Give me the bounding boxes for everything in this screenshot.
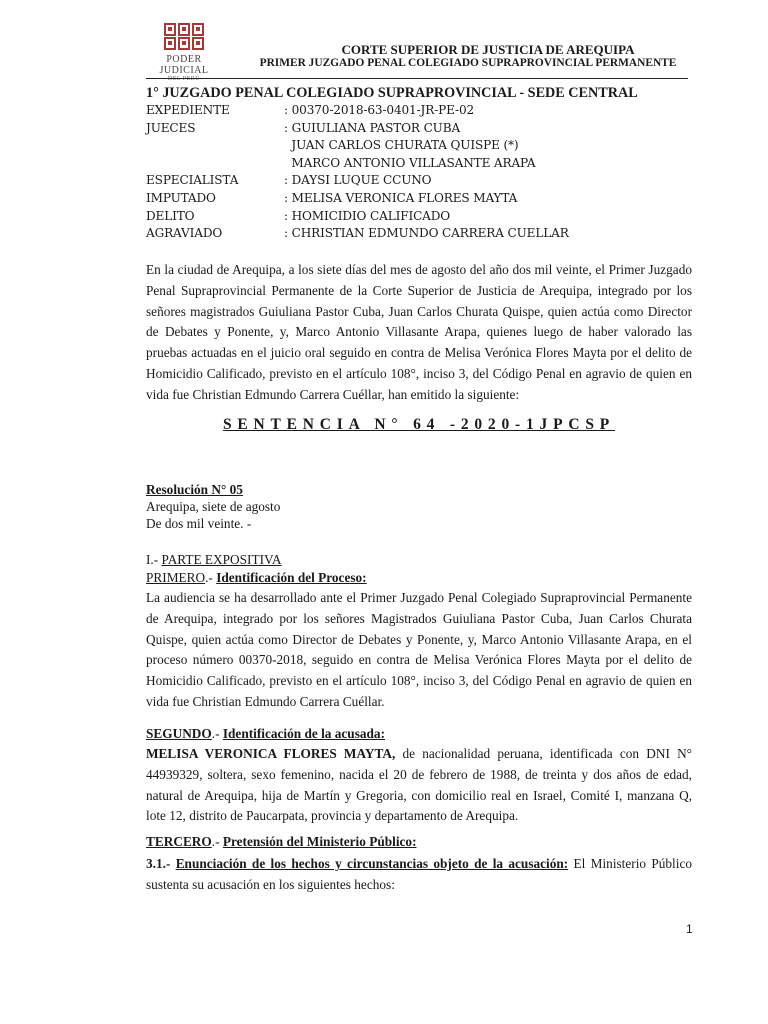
section-prefix: I.- [146,552,162,567]
case-info-row [146,172,569,190]
case-info-value: JUAN CARLOS CHURATA QUISPE (*) [284,138,519,153]
logo-subtext: DEL PERÚ [167,76,201,82]
tercero-sep: .- [211,834,223,849]
case-info-value: : MELISA VERONICA FLORES MAYTA [284,190,518,205]
section-heading [146,552,282,568]
resolution-number: Resolución N° 05 [146,482,243,497]
case-info-value: : HOMICIDIO CALIFICADO [284,208,451,223]
case-info-value: MARCO ANTONIO VILLASANTE ARAPA [284,155,536,170]
resolution-place-date: Arequipa, siete de agosto [146,499,281,514]
primero-paragraph [146,588,692,713]
case-info-label: AGRAVIADO [146,226,223,241]
poder-judicial-emblem-icon [162,22,206,52]
case-info-label: DELITO [146,208,195,223]
logo-text: PODER JUDICIAL [159,54,209,76]
segundo-sep: .- [211,726,223,741]
header-court-division: PRIMER JUZGADO PENAL COLEGIADO SUPRAPROVINCIAL PERMANENTE [259,57,677,69]
case-info-value: : CHRISTIAN EDMUNDO CARRERA CUELLAR [284,226,569,241]
intro-paragraph [146,260,692,406]
item31-paragraph [146,854,692,896]
segundo-text: de nacionalidad peruana, identificada con DNI N° 44939329, soltera, sexo femenino, nacida el 20 de febrero de 1988, de treinta y dos años de edad, natural de Arequipa, hija de Martín y Gregoria, con domicilio real en Israel, Comité I, manzana Q, lote 12, distrito de Paucarpata, provincia y departamento de Arequipa. [146,746,692,824]
tercero-title: Pretensión del Ministerio Público: [222,834,417,849]
tercero-heading [146,834,417,850]
page-number: 1 [686,922,693,936]
case-info-row [146,208,569,226]
case-info-label: EXPEDIENTE [146,103,230,117]
case-info-value: : GUIULIANA PASTOR CUBA [284,120,461,135]
section-title: PARTE EXPOSITIVA [161,552,282,567]
segundo-label: SEGUNDO [146,726,212,741]
segundo-name: MELISA VERONICA FLORES MAYTA, [146,746,396,761]
case-info-row [146,225,569,243]
sentence-title: SENTENCIA N° 64 -2020-1JPCSP [222,416,616,433]
case-info-label: ESPECIALISTA [146,173,239,188]
case-info-row [146,190,569,208]
case-info-label: JUECES [146,120,196,135]
item31-number: 3.1.- [146,856,171,871]
item31-title: Enunciación de los hechos y circunstancias objeto de la acusación: [175,856,569,871]
header-court-name: CORTE SUPERIOR DE JUSTICIA DE AREQUIPA [341,42,635,57]
primero-title: Identificación del Proceso: [216,570,367,585]
case-info-label: IMPUTADO [146,190,216,205]
poder-judicial-logo [148,22,220,82]
case-info [146,102,569,243]
primero-text: La audiencia se ha desarrollado ante el Primer Juzgado Penal Colegiado Supraprovincial Permanente de Arequipa, integrado por los señores Magistrados Guiuliana Pastor Cuba, Juan Carlos Churata Quispe, quien actúa como Director de Debates y Ponente, y, Marco Antonio Villasante Arapa, en el proceso número 00370-2018, seguido en contra de Melisa Verónica Flores Mayta por el delito de Homicidio Calificado, previsto en el artículo 108°, inciso 3, del Código Penal en agravio de quien en vida fue Christian Edmundo Carrera Cuéllar. [146,590,692,709]
segundo-paragraph [146,744,692,827]
resolution-year: De dos mil veinte. - [146,516,252,531]
primero-heading [146,570,367,586]
intro-text: En la ciudad de Arequipa, a los siete días del mes de agosto del año dos mil veinte, el Primer Juzgado Penal Supraprovincial Permanente de la Corte Superior de Justicia de Arequipa, integrado por los señores magistrados Guiuliana Pastor Cuba, Juan Carlos Churata Quispe, quien actúa como Director de Debates y Ponente, y, Marco Antonio Villasante Arapa, quienes luego de haber valorado las pruebas actuadas en el juicio oral seguido en contra de Melisa Verónica Flores Mayta por el delito de Homicidio Calificado, previsto en el artículo 108°, inciso 3, del Código Penal en agravio de quien en vida fue Christian Edmundo Carrera Cuéllar, han emitido la siguiente: [146,262,692,402]
court-title: 1° JUZGADO PENAL COLEGIADO SUPRAPROVINCIAL - SEDE CENTRAL [146,85,638,101]
primero-label: PRIMERO [146,570,206,585]
item31-text: El Ministerio Público sustenta su acusación en los siguientes hechos: [146,856,692,892]
segundo-heading [146,726,385,742]
case-info-row [146,120,569,173]
tercero-label: TERCERO [146,834,212,849]
case-info-value: : DAYSI LUQUE CCUNO [284,173,432,188]
primero-sep: .- [205,570,217,585]
segundo-title: Identificación de la acusada: [222,726,385,741]
case-info-value: : 00370-2018-63-0401-JR-PE-02 [284,103,475,117]
header-divider [146,78,688,79]
case-info-row [146,102,569,120]
